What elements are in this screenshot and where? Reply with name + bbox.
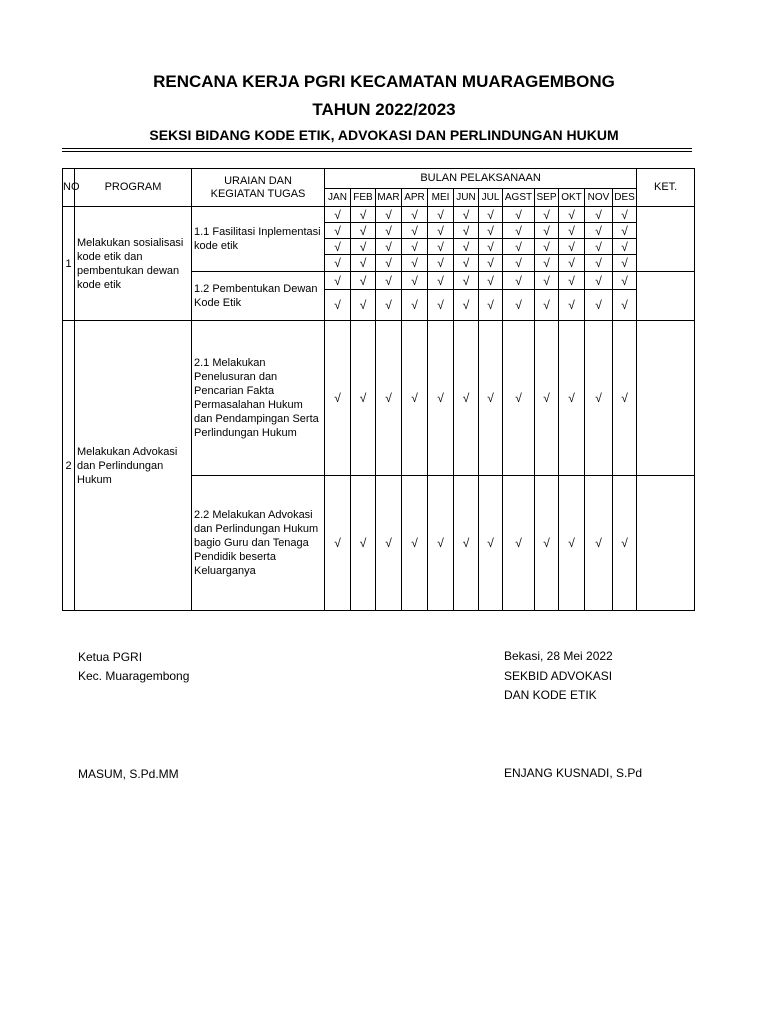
check-mark-nov: √ [585, 321, 613, 476]
check-mark-feb: √ [351, 223, 376, 239]
check-mark-jan: √ [325, 255, 351, 272]
check-mark-okt: √ [559, 476, 585, 611]
month-header-jul: JUL [479, 189, 503, 207]
check-mark-mei: √ [428, 239, 454, 255]
doc-subtitle: SEKSI BIDANG KODE ETIK, ADVOKASI DAN PERLINDUNGAN HUKUM [149, 127, 619, 143]
check-mark-mar: √ [376, 272, 402, 290]
check-mark-okt: √ [559, 207, 585, 223]
check-mark-mar: √ [376, 223, 402, 239]
program-cell: Melakukan sosialisasi kode etik dan pembentukan dewan kode etik [75, 207, 192, 321]
check-mark-okt: √ [559, 321, 585, 476]
check-mark-jun: √ [454, 321, 479, 476]
activity-cell: 2.2 Melakukan Advokasi dan Perlindungan Hukum bagio Guru dan Tenaga Pendidik beserta Keluarganya [192, 476, 325, 611]
ket-cell [637, 321, 695, 476]
check-mark-jan: √ [325, 476, 351, 611]
check-mark-apr: √ [402, 239, 428, 255]
check-mark-jun: √ [454, 476, 479, 611]
check-mark-okt: √ [559, 223, 585, 239]
check-mark-apr: √ [402, 290, 428, 321]
ket-cell [637, 207, 695, 272]
check-mark-apr: √ [402, 476, 428, 611]
month-header-des: DES [613, 189, 637, 207]
month-header-okt: OKT [559, 189, 585, 207]
doc-year: TAHUN 2022/2023 [312, 100, 456, 119]
check-mark-mei: √ [428, 272, 454, 290]
header-no: NO [63, 169, 75, 207]
doc-title: RENCANA KERJA PGRI KECAMATAN MUARAGEMBONG [153, 72, 615, 91]
check-mark-apr: √ [402, 223, 428, 239]
table-row [63, 321, 695, 476]
check-mark-feb: √ [351, 272, 376, 290]
month-header-jan: JAN [325, 189, 351, 207]
check-mark-nov: √ [585, 476, 613, 611]
month-header-sep: SEP [535, 189, 559, 207]
check-mark-jan: √ [325, 239, 351, 255]
check-mark-sep: √ [535, 290, 559, 321]
check-mark-apr: √ [402, 207, 428, 223]
check-mark-jun: √ [454, 207, 479, 223]
check-mark-feb: √ [351, 321, 376, 476]
ket-cell [637, 476, 695, 611]
month-header-nov: NOV [585, 189, 613, 207]
check-mark-des: √ [613, 290, 637, 321]
check-mark-okt: √ [559, 255, 585, 272]
header-uraian [192, 169, 325, 207]
check-mark-apr: √ [402, 272, 428, 290]
check-mark-apr: √ [402, 255, 428, 272]
header-ket: KET. [637, 169, 695, 207]
check-mark-agst: √ [503, 290, 535, 321]
check-mark-nov: √ [585, 272, 613, 290]
check-mark-jan: √ [325, 207, 351, 223]
check-mark-sep: √ [535, 207, 559, 223]
check-mark-sep: √ [535, 223, 559, 239]
check-mark-nov: √ [585, 239, 613, 255]
check-mark-jun: √ [454, 272, 479, 290]
check-mark-des: √ [613, 207, 637, 223]
check-mark-des: √ [613, 239, 637, 255]
row-number: 1 [63, 207, 75, 321]
check-mark-jul: √ [479, 476, 503, 611]
check-mark-des: √ [613, 255, 637, 272]
check-mark-mei: √ [428, 255, 454, 272]
check-mark-jun: √ [454, 239, 479, 255]
check-mark-sep: √ [535, 239, 559, 255]
check-mark-mei: √ [428, 207, 454, 223]
check-mark-nov: √ [585, 223, 613, 239]
check-mark-jul: √ [479, 239, 503, 255]
activity-cell: 1.2 Pembentukan Dewan Kode Etik [192, 272, 325, 321]
check-mark-apr: √ [402, 321, 428, 476]
sig-left-name: MASUM, S.Pd.MM [78, 767, 179, 781]
check-mark-jun: √ [454, 223, 479, 239]
row-number: 2 [63, 321, 75, 611]
check-mark-feb: √ [351, 239, 376, 255]
check-mark-mei: √ [428, 476, 454, 611]
check-mark-agst: √ [503, 476, 535, 611]
program-cell: Melakukan Advokasi dan Perlindungan Hukum [75, 321, 192, 611]
check-mark-jun: √ [454, 290, 479, 321]
sig-right-title2: DAN KODE ETIK [504, 688, 597, 702]
sig-right-date: Bekasi, 28 Mei 2022 [504, 649, 613, 663]
check-mark-jan: √ [325, 290, 351, 321]
check-mark-jul: √ [479, 223, 503, 239]
activity-cell: 2.1 Melakukan Penelusuran dan Pencarian Fakta Permasalahan Hukum dan Pendampingan Serta Perlindungan Hukum [192, 321, 325, 476]
sig-left-office: Kec. Muaragembong [78, 669, 190, 683]
check-mark-sep: √ [535, 255, 559, 272]
check-mark-feb: √ [351, 207, 376, 223]
check-mark-des: √ [613, 223, 637, 239]
check-mark-okt: √ [559, 239, 585, 255]
check-mark-agst: √ [503, 321, 535, 476]
check-mark-agst: √ [503, 239, 535, 255]
check-mark-sep: √ [535, 272, 559, 290]
plan-body [63, 207, 695, 611]
check-mark-jul: √ [479, 272, 503, 290]
check-mark-jan: √ [325, 223, 351, 239]
check-mark-des: √ [613, 272, 637, 290]
work-plan-table [62, 168, 695, 611]
check-mark-nov: √ [585, 255, 613, 272]
check-mark-nov: √ [585, 290, 613, 321]
sig-left-title: Ketua PGRI [78, 650, 143, 664]
check-mark-okt: √ [559, 272, 585, 290]
check-mark-mei: √ [428, 321, 454, 476]
check-mark-sep: √ [535, 476, 559, 611]
check-mark-agst: √ [503, 272, 535, 290]
month-header-apr: APR [402, 189, 428, 207]
check-mark-jun: √ [454, 255, 479, 272]
month-header-mei: MEI [428, 189, 454, 207]
header-uraian-line1: URAIAN DAN [224, 174, 292, 187]
month-header-jun: JUN [454, 189, 479, 207]
header-program: PROGRAM [75, 169, 192, 207]
title-rule-top [62, 148, 692, 149]
check-mark-okt: √ [559, 290, 585, 321]
check-mark-des: √ [613, 321, 637, 476]
check-mark-jan: √ [325, 321, 351, 476]
check-mark-jul: √ [479, 321, 503, 476]
check-mark-jul: √ [479, 207, 503, 223]
month-header-mar: MAR [376, 189, 402, 207]
header-uraian-line2: KEGIATAN TUGAS [210, 187, 306, 200]
check-mark-feb: √ [351, 476, 376, 611]
table-row [63, 207, 695, 223]
check-mark-mar: √ [376, 239, 402, 255]
month-header-feb: FEB [351, 189, 376, 207]
check-mark-mar: √ [376, 207, 402, 223]
check-mark-agst: √ [503, 255, 535, 272]
check-mark-nov: √ [585, 207, 613, 223]
check-mark-mar: √ [376, 255, 402, 272]
check-mark-feb: √ [351, 290, 376, 321]
check-mark-des: √ [613, 476, 637, 611]
month-header-agst: AGST [503, 189, 535, 207]
ket-cell [637, 272, 695, 321]
check-mark-mar: √ [376, 476, 402, 611]
sig-right-title: SEKBID ADVOKASI [504, 669, 613, 683]
check-mark-jan: √ [325, 272, 351, 290]
check-mark-mei: √ [428, 223, 454, 239]
check-mark-jul: √ [479, 290, 503, 321]
check-mark-mar: √ [376, 321, 402, 476]
check-mark-jul: √ [479, 255, 503, 272]
check-mark-agst: √ [503, 223, 535, 239]
check-mark-sep: √ [535, 321, 559, 476]
title-rule-bottom [62, 151, 692, 152]
sig-right-name: ENJANG KUSNADI, S.Pd [504, 766, 643, 780]
check-mark-agst: √ [503, 207, 535, 223]
check-mark-feb: √ [351, 255, 376, 272]
check-mark-mei: √ [428, 290, 454, 321]
header-bulan: BULAN PELAKSANAAN [325, 169, 637, 189]
activity-cell: 1.1 Fasilitasi Inplementasi kode etik [192, 207, 325, 272]
check-mark-mar: √ [376, 290, 402, 321]
